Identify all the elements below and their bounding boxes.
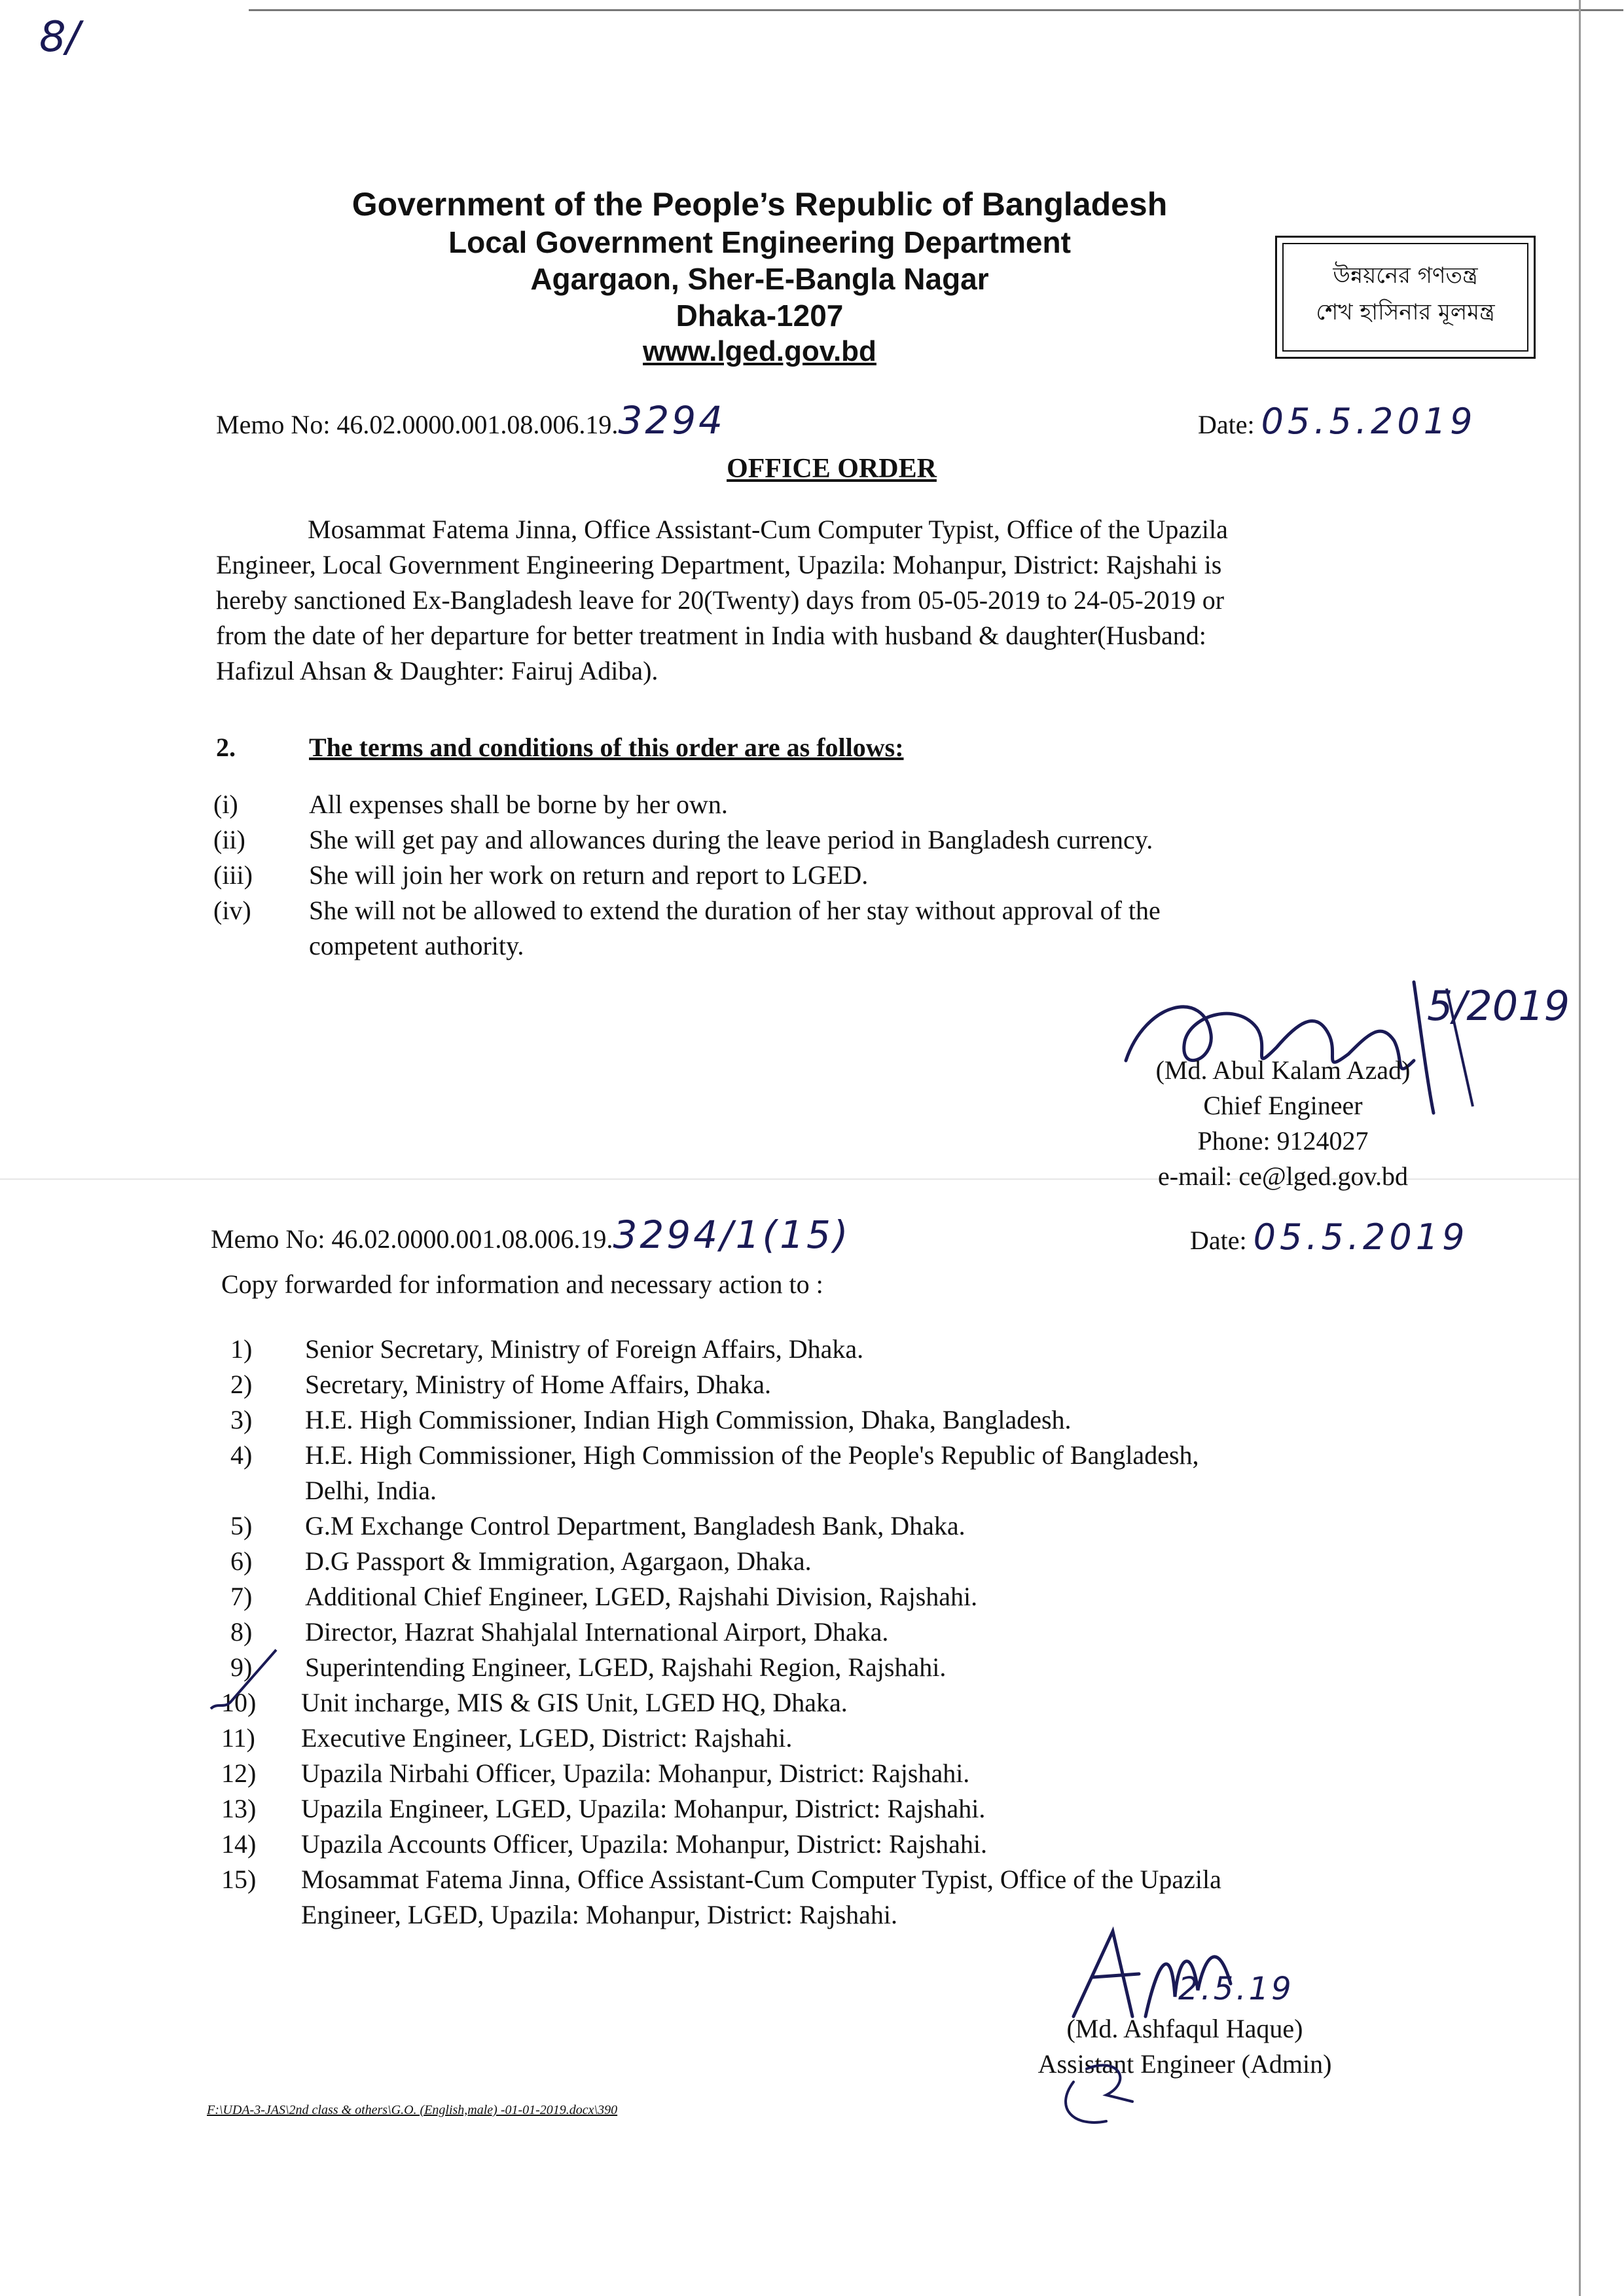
distribution-item-text: Senior Secretary, Ministry of Foreign Affairs, Dhaka.	[305, 1334, 864, 1364]
footer-file-path: F:\UDA-3-JAS\2nd class & others\G.O. (English,male) -01-01-2019.docx\390	[207, 2103, 618, 2117]
header-line-department: Local Government Engineering Department	[448, 225, 1071, 259]
order-paragraph-line-4: from the date of her departure for better treatment in India with husband & daughter(Husband:	[216, 621, 1206, 650]
signatory-phone: Phone: 9124027	[1197, 1126, 1369, 1156]
header-line-government: Government of the People’s Republic of Bangladesh	[352, 186, 1168, 223]
terms-item-text: She will join her work on return and report to LGED.	[309, 860, 869, 890]
distribution-item-number: 4)	[230, 1440, 253, 1470]
terms-item-text: She will not be allowed to extend the duration of her stay without approval of the	[309, 896, 1161, 925]
terms-item-number: (ii)	[213, 825, 245, 854]
distribution-item-text: Director, Hazrat Shahjalal International Airport, Dhaka.	[305, 1617, 889, 1647]
distribution-item-number: 3)	[230, 1405, 253, 1434]
terms-item-text-continued: competent authority.	[309, 931, 524, 960]
signatory-name: (Md. Abul Kalam Azad)	[1155, 1055, 1411, 1085]
terms-heading: The terms and conditions of this order are as follows:	[309, 733, 904, 762]
distribution-item-number: 6)	[230, 1546, 253, 1576]
terms-number: 2.	[216, 733, 236, 762]
distribution-item-number: 9)	[230, 1652, 253, 1682]
slogan-line-1: উন্নয়নের গণতন্ত্র	[1333, 263, 1478, 289]
signatory-chief-engineer	[1080, 1053, 1486, 1194]
terms-item-number: (i)	[213, 790, 238, 819]
distribution-item-text: Mosammat Fatema Jinna, Office Assistant-Cum Computer Typist, Office of the Upazila	[301, 1865, 1221, 1894]
copy-memo-number-handwritten: 3294/1(15)	[613, 1212, 851, 1257]
memo-number-handwritten: 3294	[618, 398, 726, 443]
distribution-item-text: H.E. High Commissioner, High Commission of the People's Republic of Bangladesh,	[305, 1440, 1199, 1470]
distribution-item-number: 8)	[230, 1617, 253, 1647]
distribution-item-number: 11)	[221, 1723, 255, 1753]
tick-mark-icon	[204, 1643, 283, 1722]
distribution-item-text-continued: Engineer, LGED, Upazila: Mohanpur, District: Rajshahi.	[301, 1900, 898, 1929]
terms-item-text: All expenses shall be borne by her own.	[309, 790, 728, 819]
terms-item-number: (iv)	[213, 896, 251, 925]
copy-memo-number	[211, 1212, 851, 1257]
distribution-item-number: 2)	[230, 1370, 253, 1399]
signatory-title: Chief Engineer	[1203, 1091, 1363, 1120]
distribution-item-number: 12)	[221, 1758, 257, 1788]
distribution-item-text: Upazila Accounts Officer, Upazila: Mohanpur, District: Rajshahi.	[301, 1829, 987, 1859]
distribution-item-text: D.G Passport & Immigration, Agargaon, Dhaka.	[305, 1546, 812, 1576]
order-date	[1198, 401, 1476, 442]
signature-assistant-engineer-date: 2.5.19	[1178, 1971, 1294, 2007]
distribution-item-text: Executive Engineer, LGED, District: Rajshahi.	[301, 1723, 793, 1753]
initial-flourish-icon	[1047, 2056, 1152, 2134]
distribution-item-number: 15)	[221, 1865, 257, 1894]
copy-memo-number-label: Memo No: 46.02.0000.001.08.006.19.	[211, 1224, 613, 1254]
distribution-item-text: G.M Exchange Control Department, Bangladesh Bank, Dhaka.	[305, 1511, 965, 1540]
slogan-box	[1275, 236, 1536, 359]
slogan-text	[1277, 257, 1534, 331]
order-paragraph	[216, 512, 1460, 689]
distribution-item-text: Superintending Engineer, LGED, Rajshahi Region, Rajshahi.	[305, 1652, 947, 1682]
terms-item-number: (iii)	[213, 860, 253, 890]
distribution-item-number: 7)	[230, 1582, 253, 1611]
order-paragraph-line-1: Mosammat Fatema Jinna, Office Assistant-Cum Computer Typist, Office of the Upazila	[308, 515, 1228, 544]
corner-handwritten-mark: 8/	[39, 13, 81, 62]
copy-date-handwritten: 05.5.2019	[1253, 1216, 1469, 1258]
header-line-city: Dhaka-1207	[676, 299, 844, 333]
copy-date-label: Date:	[1190, 1226, 1247, 1255]
distribution-item-number: 5)	[230, 1511, 253, 1540]
header-line-address: Agargaon, Sher-E-Bangla Nagar	[530, 262, 989, 296]
distribution-item-text: Upazila Nirbahi Officer, Upazila: Mohanpur, District: Rajshahi.	[301, 1758, 970, 1788]
distribution-item-number: 14)	[221, 1829, 257, 1859]
distribution-item-text: Unit incharge, MIS & GIS Unit, LGED HQ, Dhaka.	[301, 1688, 848, 1717]
signatory-name: (Md. Ashfaqul Haque)	[1066, 2014, 1303, 2043]
distribution-item-text: Upazila Engineer, LGED, Upazila: Mohanpur, District: Rajshahi.	[301, 1794, 986, 1823]
distribution-item-number: 10)	[221, 1688, 257, 1717]
memo-number	[216, 398, 725, 443]
distribution-item-text: Additional Chief Engineer, LGED, Rajshahi Division, Rajshahi.	[305, 1582, 978, 1611]
scan-edge-top	[249, 9, 1623, 11]
order-date-handwritten: 05.5.2019	[1261, 401, 1477, 442]
distribution-item-number: 13)	[221, 1794, 257, 1823]
distribution-item-text: Secretary, Ministry of Home Affairs, Dhaka.	[305, 1370, 772, 1399]
document-title: OFFICE ORDER	[727, 454, 937, 484]
signatory-title: Assistant Engineer (Admin)	[1038, 2049, 1332, 2079]
slogan-line-2: শেখ হাসিনার মূলমন্ত্র	[1316, 299, 1495, 325]
distribution-item-text-continued: Delhi, India.	[305, 1476, 437, 1505]
order-paragraph-line-2: Engineer, Local Government Engineering Department, Upazila: Mohanpur, District: Rajshahi is	[216, 550, 1222, 579]
copy-date	[1190, 1216, 1468, 1258]
order-paragraph-line-5: Hafizul Ahsan & Daughter: Fairuj Adiba).	[216, 656, 659, 685]
distribution-item-number: 1)	[230, 1334, 253, 1364]
signatory-email: e-mail: ce@lged.gov.bd	[1158, 1161, 1408, 1191]
order-paragraph-line-3: hereby sanctioned Ex-Bangladesh leave for 20(Twenty) days from 05-05-2019 to 24-05-2019 or	[216, 585, 1225, 615]
distribution-item-text: H.E. High Commissioner, Indian High Commission, Dhaka, Bangladesh.	[305, 1405, 1072, 1434]
scan-edge-right	[1579, 0, 1581, 2296]
terms-item-text: She will get pay and allowances during the leave period in Bangladesh currency.	[309, 825, 1153, 854]
header-website: www.lged.gov.bd	[643, 335, 876, 367]
order-date-label: Date:	[1198, 410, 1255, 439]
memo-number-label: Memo No: 46.02.0000.001.08.006.19.	[216, 410, 619, 439]
signature-chief-engineer-date: 5/2019	[1427, 982, 1570, 1030]
copy-intro: Copy forwarded for information and necessary action to :	[221, 1269, 823, 1299]
